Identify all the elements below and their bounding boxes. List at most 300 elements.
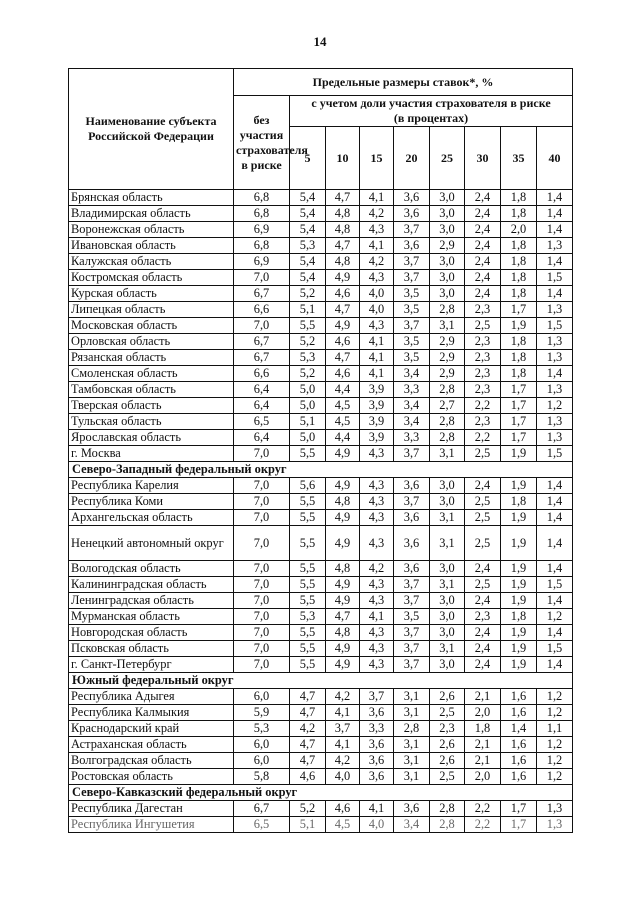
- rate-with-share: 5,0: [290, 382, 326, 398]
- rate-without-share: 6,8: [234, 206, 290, 222]
- rate-with-share: 4,7: [290, 689, 326, 705]
- header-with-share-text: с учетом доли участия страхователя в риске: [311, 96, 551, 110]
- header-percent-30: 30: [465, 127, 501, 190]
- rate-with-share: 5,0: [290, 430, 326, 446]
- rate-with-share: 4,7: [290, 705, 326, 721]
- rate-with-share: 5,2: [290, 286, 326, 302]
- region-name: Архангельская область: [69, 510, 234, 526]
- rate-with-share: 2,4: [465, 478, 501, 494]
- rate-with-share: 3,0: [430, 190, 465, 206]
- rate-with-share: 2,8: [430, 430, 465, 446]
- rate-with-share: 4,7: [326, 609, 360, 625]
- region-name: Псковская область: [69, 641, 234, 657]
- rate-with-share: 4,3: [360, 625, 394, 641]
- header-percent-5: 5: [290, 127, 326, 190]
- rate-without-share: 6,5: [234, 817, 290, 833]
- table-row: [69, 286, 573, 302]
- rate-without-share: 6,7: [234, 334, 290, 350]
- rate-with-share: 4,3: [360, 494, 394, 510]
- rate-with-share: 2,4: [465, 270, 501, 286]
- rate-without-share: 6,4: [234, 382, 290, 398]
- table-row: [69, 270, 573, 286]
- rate-with-share: 3,6: [394, 238, 430, 254]
- region-name: Калининградская область: [69, 577, 234, 593]
- table-header: [69, 69, 573, 190]
- rate-with-share: 1,3: [537, 801, 573, 817]
- rate-with-share: 4,9: [326, 510, 360, 526]
- rate-with-share: 1,2: [537, 737, 573, 753]
- rate-with-share: 3,6: [360, 753, 394, 769]
- rate-with-share: 2,6: [430, 753, 465, 769]
- region-name: Ивановская область: [69, 238, 234, 254]
- rate-with-share: 3,0: [430, 593, 465, 609]
- rate-with-share: 3,0: [430, 254, 465, 270]
- rate-with-share: 1,4: [537, 190, 573, 206]
- rate-with-share: 2,4: [465, 561, 501, 577]
- rate-without-share: 7,0: [234, 657, 290, 673]
- rate-without-share: 7,0: [234, 625, 290, 641]
- rate-with-share: 1,8: [501, 270, 537, 286]
- rate-with-share: 1,9: [501, 478, 537, 494]
- rate-with-share: 3,5: [394, 286, 430, 302]
- rate-with-share: 3,1: [430, 510, 465, 526]
- rate-with-share: 3,1: [394, 753, 430, 769]
- rate-with-share: 3,6: [394, 526, 430, 561]
- rate-with-share: 3,5: [394, 302, 430, 318]
- rate-with-share: 1,4: [537, 593, 573, 609]
- rate-with-share: 1,9: [501, 510, 537, 526]
- rate-with-share: 5,6: [290, 478, 326, 494]
- rate-with-share: 1,4: [537, 366, 573, 382]
- rate-with-share: 4,7: [326, 190, 360, 206]
- rate-with-share: 1,6: [501, 705, 537, 721]
- region-name: Владимирская область: [69, 206, 234, 222]
- table-row: [69, 641, 573, 657]
- rate-with-share: 4,2: [290, 721, 326, 737]
- rate-with-share: 3,3: [360, 721, 394, 737]
- rate-with-share: 5,5: [290, 625, 326, 641]
- rate-with-share: 3,7: [326, 721, 360, 737]
- table-row: [69, 190, 573, 206]
- rate-with-share: 2,5: [465, 318, 501, 334]
- table-row: [69, 753, 573, 769]
- rate-with-share: 2,4: [465, 190, 501, 206]
- rate-with-share: 5,3: [290, 238, 326, 254]
- rate-with-share: 2,0: [501, 222, 537, 238]
- region-name: Брянская область: [69, 190, 234, 206]
- table-row: [69, 561, 573, 577]
- rate-with-share: 1,9: [501, 593, 537, 609]
- region-name: Вологодская область: [69, 561, 234, 577]
- region-name: Московская область: [69, 318, 234, 334]
- header-percent-25: 25: [430, 127, 465, 190]
- rate-with-share: 1,8: [501, 190, 537, 206]
- rate-with-share: 4,2: [326, 753, 360, 769]
- rate-with-share: 5,3: [290, 609, 326, 625]
- table-row: [69, 526, 573, 561]
- rate-with-share: 5,4: [290, 270, 326, 286]
- table-row: [69, 334, 573, 350]
- rate-without-share: 6,0: [234, 689, 290, 705]
- rate-with-share: 4,1: [360, 609, 394, 625]
- rate-with-share: 3,0: [430, 286, 465, 302]
- rate-with-share: 1,3: [537, 817, 573, 833]
- rate-with-share: 1,4: [537, 494, 573, 510]
- rate-with-share: 3,3: [394, 382, 430, 398]
- region-name: Курская область: [69, 286, 234, 302]
- rate-with-share: 1,7: [501, 430, 537, 446]
- rate-with-share: 2,3: [465, 382, 501, 398]
- rate-with-share: 2,8: [430, 414, 465, 430]
- district-section-row: [69, 785, 573, 801]
- rate-without-share: 6,8: [234, 238, 290, 254]
- rate-with-share: 4,8: [326, 206, 360, 222]
- rate-with-share: 2,3: [430, 721, 465, 737]
- rate-with-share: 4,1: [360, 190, 394, 206]
- rate-with-share: 2,0: [465, 705, 501, 721]
- rate-without-share: 6,9: [234, 222, 290, 238]
- rate-with-share: 2,3: [465, 334, 501, 350]
- rate-with-share: 1,6: [501, 737, 537, 753]
- rate-without-share: 6,0: [234, 753, 290, 769]
- table-row: [69, 593, 573, 609]
- rate-with-share: 1,9: [501, 318, 537, 334]
- rate-with-share: 4,0: [360, 817, 394, 833]
- rate-with-share: 5,1: [290, 302, 326, 318]
- table-row: [69, 398, 573, 414]
- rate-with-share: 5,4: [290, 222, 326, 238]
- rate-with-share: 3,5: [394, 334, 430, 350]
- rate-with-share: 3,7: [394, 641, 430, 657]
- rate-with-share: 1,3: [537, 414, 573, 430]
- rate-with-share: 3,1: [394, 705, 430, 721]
- rate-with-share: 1,2: [537, 689, 573, 705]
- header-subject-name: Наименование субъекта Российской Федерации: [69, 69, 234, 190]
- rate-with-share: 4,8: [326, 254, 360, 270]
- region-name: Мурманская область: [69, 609, 234, 625]
- rate-with-share: 3,1: [430, 577, 465, 593]
- rate-with-share: 2,3: [465, 414, 501, 430]
- rate-with-share: 3,6: [394, 561, 430, 577]
- rate-with-share: 4,3: [360, 478, 394, 494]
- rate-with-share: 3,0: [430, 222, 465, 238]
- rate-with-share: 4,3: [360, 657, 394, 673]
- rate-with-share: 2,8: [394, 721, 430, 737]
- rate-with-share: 4,4: [326, 382, 360, 398]
- rate-with-share: 1,8: [501, 366, 537, 382]
- rate-with-share: 1,4: [537, 526, 573, 561]
- rate-with-share: 4,3: [360, 270, 394, 286]
- region-name: Новгородская область: [69, 625, 234, 641]
- rate-with-share: 1,2: [537, 609, 573, 625]
- rate-with-share: 1,2: [537, 398, 573, 414]
- rate-without-share: 7,0: [234, 641, 290, 657]
- rate-without-share: 7,0: [234, 609, 290, 625]
- rate-with-share: 2,2: [465, 801, 501, 817]
- rate-with-share: 1,2: [537, 705, 573, 721]
- rate-with-share: 2,5: [465, 526, 501, 561]
- rate-with-share: 3,0: [430, 478, 465, 494]
- region-name: Тверская область: [69, 398, 234, 414]
- rate-with-share: 1,2: [537, 753, 573, 769]
- table-row: [69, 625, 573, 641]
- rate-with-share: 5,5: [290, 526, 326, 561]
- rate-with-share: 4,3: [360, 446, 394, 462]
- rate-without-share: 6,0: [234, 737, 290, 753]
- table-row: [69, 801, 573, 817]
- rate-with-share: 4,7: [290, 753, 326, 769]
- rate-with-share: 2,2: [465, 430, 501, 446]
- district-name: Северо-Кавказский федеральный округ: [69, 785, 573, 801]
- rate-with-share: 1,4: [537, 286, 573, 302]
- region-name: Краснодарский край: [69, 721, 234, 737]
- rate-with-share: 2,9: [430, 334, 465, 350]
- table-row: [69, 366, 573, 382]
- rate-with-share: 4,2: [360, 254, 394, 270]
- table-row: [69, 817, 573, 833]
- rate-with-share: 3,7: [394, 254, 430, 270]
- rate-with-share: 1,7: [501, 382, 537, 398]
- rate-with-share: 1,9: [501, 446, 537, 462]
- rate-with-share: 2,3: [465, 609, 501, 625]
- rate-with-share: 3,9: [360, 398, 394, 414]
- rate-with-share: 3,3: [394, 430, 430, 446]
- table-row: [69, 721, 573, 737]
- header-percent-35: 35: [501, 127, 537, 190]
- header-with-share: [290, 96, 573, 127]
- rate-with-share: 1,4: [537, 206, 573, 222]
- page-number: 14: [313, 34, 327, 49]
- rate-with-share: 4,3: [360, 641, 394, 657]
- rate-without-share: 7,0: [234, 577, 290, 593]
- rate-without-share: 6,7: [234, 801, 290, 817]
- rate-with-share: 2,5: [465, 494, 501, 510]
- rate-with-share: 4,1: [326, 737, 360, 753]
- rate-with-share: 2,3: [465, 302, 501, 318]
- rate-with-share: 1,4: [537, 254, 573, 270]
- rate-with-share: 3,7: [394, 222, 430, 238]
- rate-without-share: 6,4: [234, 430, 290, 446]
- rate-with-share: 4,6: [326, 801, 360, 817]
- rate-with-share: 3,5: [394, 609, 430, 625]
- rate-with-share: 1,9: [501, 577, 537, 593]
- rate-with-share: 4,8: [326, 222, 360, 238]
- district-section-row: [69, 462, 573, 478]
- rate-with-share: 1,4: [537, 657, 573, 673]
- rate-with-share: 3,6: [360, 705, 394, 721]
- rate-with-share: 3,9: [360, 430, 394, 446]
- rate-with-share: 3,6: [360, 737, 394, 753]
- rate-with-share: 3,0: [430, 270, 465, 286]
- header-percent-10: 10: [326, 127, 360, 190]
- region-name: г. Москва: [69, 446, 234, 462]
- rate-with-share: 3,0: [430, 625, 465, 641]
- region-name: Республика Карелия: [69, 478, 234, 494]
- rate-without-share: 7,0: [234, 593, 290, 609]
- rate-with-share: 2,5: [465, 577, 501, 593]
- rate-with-share: 5,5: [290, 510, 326, 526]
- rate-with-share: 4,0: [326, 769, 360, 785]
- rate-with-share: 3,6: [394, 478, 430, 494]
- rate-without-share: 7,0: [234, 526, 290, 561]
- rate-with-share: 4,1: [360, 334, 394, 350]
- rate-with-share: 2,4: [465, 222, 501, 238]
- table-row: [69, 302, 573, 318]
- rate-with-share: 2,5: [465, 446, 501, 462]
- rate-with-share: 4,3: [360, 577, 394, 593]
- rate-without-share: 7,0: [234, 561, 290, 577]
- rate-with-share: 3,7: [394, 494, 430, 510]
- rate-with-share: 5,2: [290, 366, 326, 382]
- rate-with-share: 4,7: [290, 737, 326, 753]
- rate-with-share: 4,3: [360, 510, 394, 526]
- rate-with-share: 4,8: [326, 561, 360, 577]
- region-name: Ростовская область: [69, 769, 234, 785]
- rate-with-share: 4,5: [326, 414, 360, 430]
- rate-with-share: 1,9: [501, 625, 537, 641]
- rate-with-share: 3,0: [430, 494, 465, 510]
- region-name: Ненецкий автономный округ: [69, 526, 234, 561]
- rate-with-share: 1,5: [537, 641, 573, 657]
- rate-with-share: 2,4: [465, 593, 501, 609]
- rate-with-share: 2,5: [465, 510, 501, 526]
- table-row: [69, 705, 573, 721]
- rate-with-share: 1,5: [537, 446, 573, 462]
- region-name: Липецкая область: [69, 302, 234, 318]
- rate-with-share: 4,3: [360, 318, 394, 334]
- rate-with-share: 1,4: [537, 561, 573, 577]
- rate-without-share: 6,8: [234, 190, 290, 206]
- rate-with-share: 2,4: [465, 286, 501, 302]
- rate-without-share: 7,0: [234, 478, 290, 494]
- rate-with-share: 3,1: [394, 737, 430, 753]
- table-row: [69, 350, 573, 366]
- table-row: [69, 446, 573, 462]
- rate-with-share: 3,4: [394, 817, 430, 833]
- rate-with-share: 4,9: [326, 641, 360, 657]
- rate-with-share: 1,9: [501, 561, 537, 577]
- rate-with-share: 4,9: [326, 657, 360, 673]
- rate-with-share: 5,5: [290, 657, 326, 673]
- rate-with-share: 2,8: [430, 382, 465, 398]
- rate-with-share: 1,6: [501, 753, 537, 769]
- region-name: г. Санкт-Петербург: [69, 657, 234, 673]
- region-name: Ярославская область: [69, 430, 234, 446]
- rate-with-share: 2,5: [430, 769, 465, 785]
- rate-with-share: 3,7: [394, 270, 430, 286]
- rate-with-share: 4,2: [360, 206, 394, 222]
- rate-with-share: 4,9: [326, 526, 360, 561]
- table-row: [69, 577, 573, 593]
- rate-with-share: 3,6: [394, 510, 430, 526]
- table-row: [69, 430, 573, 446]
- table-row: [69, 222, 573, 238]
- region-name: Калужская область: [69, 254, 234, 270]
- rate-with-share: 5,5: [290, 593, 326, 609]
- rate-with-share: 5,5: [290, 318, 326, 334]
- rate-with-share: 4,6: [326, 286, 360, 302]
- region-name: Костромская область: [69, 270, 234, 286]
- district-name: Южный федеральный округ: [69, 673, 573, 689]
- table-row: [69, 510, 573, 526]
- rate-with-share: 5,5: [290, 641, 326, 657]
- rate-with-share: 4,6: [290, 769, 326, 785]
- rate-with-share: 4,9: [326, 270, 360, 286]
- table-row: [69, 254, 573, 270]
- rate-with-share: 1,5: [537, 318, 573, 334]
- region-name: Республика Коми: [69, 494, 234, 510]
- rate-with-share: 1,7: [501, 414, 537, 430]
- district-name: Северо-Западный федеральный округ: [69, 462, 573, 478]
- region-name: Республика Дагестан: [69, 801, 234, 817]
- rate-with-share: 4,9: [326, 577, 360, 593]
- region-name: Республика Адыгея: [69, 689, 234, 705]
- rate-with-share: 5,4: [290, 190, 326, 206]
- table-row: [69, 494, 573, 510]
- rate-with-share: 4,0: [360, 286, 394, 302]
- rate-with-share: 3,5: [394, 350, 430, 366]
- rate-with-share: 1,3: [537, 430, 573, 446]
- rate-with-share: 5,5: [290, 446, 326, 462]
- rate-with-share: 5,4: [290, 254, 326, 270]
- rate-with-share: 3,9: [360, 382, 394, 398]
- rate-with-share: 2,1: [465, 753, 501, 769]
- rate-with-share: 2,2: [465, 398, 501, 414]
- rate-with-share: 2,3: [465, 350, 501, 366]
- rate-with-share: 1,3: [537, 238, 573, 254]
- rate-with-share: 4,1: [326, 705, 360, 721]
- rate-with-share: 4,9: [326, 318, 360, 334]
- rate-with-share: 3,7: [394, 625, 430, 641]
- rate-with-share: 2,8: [430, 817, 465, 833]
- rate-without-share: 5,8: [234, 769, 290, 785]
- rate-with-share: 1,7: [501, 398, 537, 414]
- rate-with-share: 1,2: [537, 769, 573, 785]
- rate-with-share: 2,4: [465, 254, 501, 270]
- header-percent-20: 20: [394, 127, 430, 190]
- table-row: [69, 609, 573, 625]
- table-row: [69, 238, 573, 254]
- rate-with-share: 5,5: [290, 494, 326, 510]
- rate-with-share: 3,0: [430, 561, 465, 577]
- rate-with-share: 3,7: [394, 577, 430, 593]
- rate-with-share: 1,7: [501, 801, 537, 817]
- rate-with-share: 3,4: [394, 414, 430, 430]
- rate-with-share: 2,4: [465, 625, 501, 641]
- rate-with-share: 4,9: [326, 478, 360, 494]
- rate-with-share: 4,1: [360, 350, 394, 366]
- rate-with-share: 1,6: [501, 689, 537, 705]
- rate-with-share: 2,8: [430, 302, 465, 318]
- rate-with-share: 1,4: [537, 625, 573, 641]
- region-name: Орловская область: [69, 334, 234, 350]
- rate-with-share: 3,4: [394, 366, 430, 382]
- rate-with-share: 1,3: [537, 350, 573, 366]
- rate-with-share: 4,0: [360, 302, 394, 318]
- rate-with-share: 5,5: [290, 561, 326, 577]
- rate-with-share: 1,3: [537, 382, 573, 398]
- rate-without-share: 6,6: [234, 366, 290, 382]
- rate-with-share: 3,4: [394, 398, 430, 414]
- rate-with-share: 2,9: [430, 366, 465, 382]
- rate-without-share: 6,7: [234, 350, 290, 366]
- rate-with-share: 4,3: [360, 526, 394, 561]
- rate-with-share: 5,0: [290, 398, 326, 414]
- rate-without-share: 7,0: [234, 494, 290, 510]
- rate-with-share: 4,4: [326, 430, 360, 446]
- rate-with-share: 1,3: [537, 302, 573, 318]
- rate-with-share: 3,6: [394, 801, 430, 817]
